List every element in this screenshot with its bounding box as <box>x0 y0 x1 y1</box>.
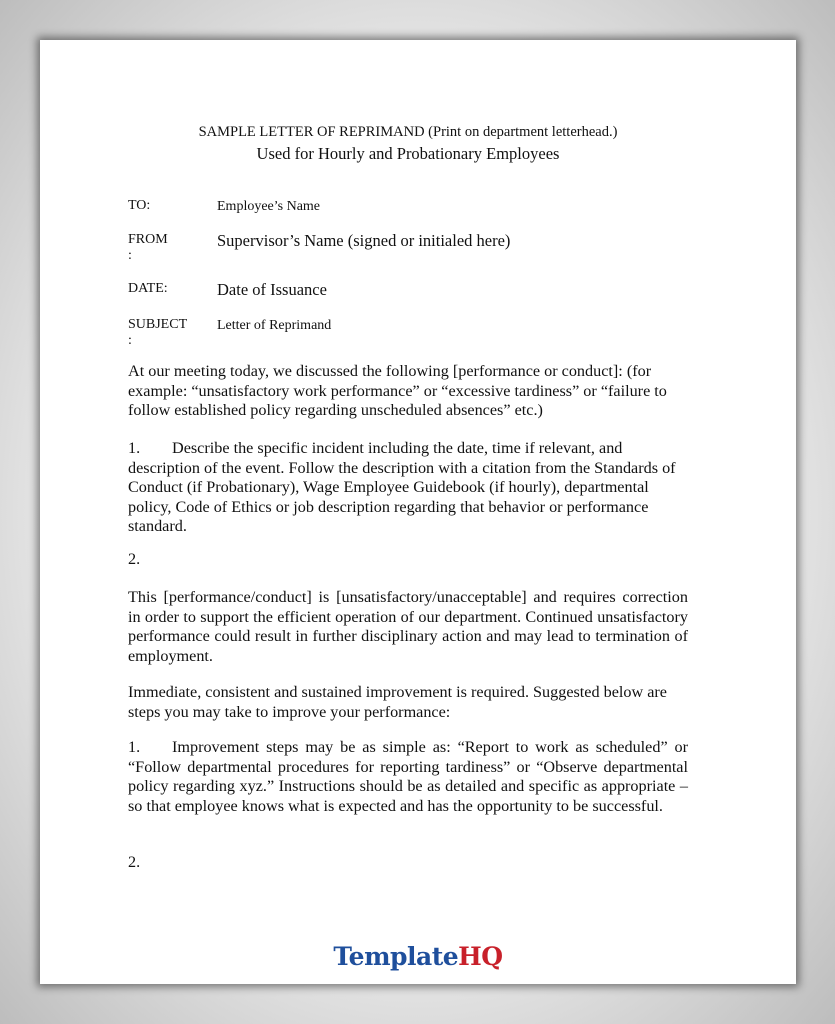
letter-title: SAMPLE LETTER OF REPRIMAND (Print on department letterhead.) <box>198 124 618 140</box>
date-value: Date of Issuance <box>217 280 327 299</box>
incident-item <box>128 439 688 537</box>
from-label: FROM : <box>128 232 168 263</box>
improvement-paragraph: Immediate, consistent and sustained improvement is required. Suggested below are steps you may take to improve your performance: <box>128 683 667 721</box>
from-value: Supervisor’s Name (signed or initialed here) <box>217 231 511 250</box>
templatehq-logo <box>40 942 796 971</box>
improvement-step-2-number: 2. <box>128 853 141 871</box>
logo-text-hq: HQ <box>458 942 503 971</box>
incident-item-2-number: 2. <box>128 550 141 568</box>
improvement-step-number: 1. <box>128 738 141 756</box>
subject-value: Letter of Reprimand <box>217 318 332 333</box>
to-value: Employee’s Name <box>217 199 321 214</box>
improvement-step-text: Improvement steps may be as simple as: “Report to work as scheduled” or “Follow departmental procedures for reporting tardiness” or “Observe departmental policy regarding xyz.” Instructions should be as detailed and specific as appropriate – so that employee knows what is expected and has the opportunity to be successful. <box>128 738 688 815</box>
date-label: DATE: <box>128 281 168 296</box>
improvement-step <box>128 738 688 816</box>
subject-label: SUBJECT : <box>128 317 188 348</box>
intro-paragraph: At our meeting today, we discussed the following [performance or conduct]: (for example: “unsatisfactory work performance” or “excessive tardiness” or “failure to follow established policy regarding unscheduled absences” etc.) <box>128 362 667 420</box>
incident-item-number: 1. <box>128 439 141 457</box>
statement-paragraph: This [performance/conduct] is [unsatisfactory/unacceptable] and requires correction in order to support the efficient operation of our department. Continued unsatisfactory performance could result in further disciplinary action and may lead to termination of employment. <box>128 588 688 665</box>
letter-subtitle: Used for Hourly and Probationary Employees <box>256 144 560 163</box>
incident-item-text: Describe the specific incident including the date, time if relevant, and description of the event. Follow the description with a citation from the Standards of Conduct (if Probationary), Wage Employee Guidebook (if hourly), departmental policy, Code of Ethics or job description regarding that behavior or performance standard. <box>128 439 676 536</box>
to-label: TO: <box>128 198 151 213</box>
document-page <box>40 40 796 984</box>
logo-text-template: Template <box>333 942 459 971</box>
